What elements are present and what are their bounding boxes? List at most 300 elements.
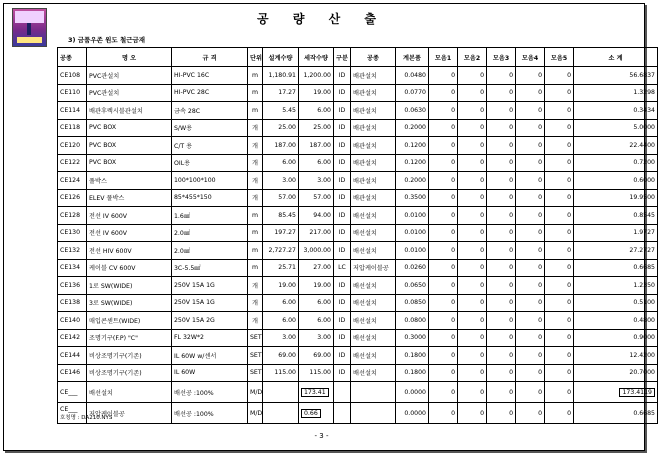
cell-prod: 3.00 bbox=[299, 172, 334, 190]
cell-m4: 0 bbox=[516, 277, 545, 295]
table-row bbox=[58, 277, 658, 295]
column-header: 설계수량 bbox=[263, 48, 299, 67]
cell-m5: 0 bbox=[545, 382, 574, 403]
cell-name: 조명기구(F.P) "C" bbox=[87, 329, 172, 347]
table-row bbox=[58, 154, 658, 172]
cell-m3: 0 bbox=[487, 242, 516, 260]
cell-m5: 0 bbox=[545, 259, 574, 277]
table-row bbox=[58, 259, 658, 277]
cell-total: 12.4200 bbox=[574, 347, 658, 365]
cell-m3: 0 bbox=[487, 277, 516, 295]
cell-m5: 0 bbox=[545, 294, 574, 312]
cell-spec: 250V 15A 2G bbox=[172, 312, 248, 330]
cell-qty: 2,727.27 bbox=[263, 242, 299, 260]
cell-total: 0.7200 bbox=[574, 154, 658, 172]
cell-name: 케이블 CV 600V bbox=[87, 259, 172, 277]
cell-base: 0.2000 bbox=[396, 119, 429, 137]
cell-m1: 0 bbox=[429, 172, 458, 190]
table-row bbox=[58, 347, 658, 365]
table-row bbox=[58, 189, 658, 207]
cell-total: 0.5100 bbox=[574, 294, 658, 312]
cell-m3: 0 bbox=[487, 312, 516, 330]
cell-base: 0.0100 bbox=[396, 224, 429, 242]
cell-m4: 0 bbox=[516, 329, 545, 347]
cell-m5: 0 bbox=[545, 312, 574, 330]
cell-unit: 개 bbox=[248, 294, 263, 312]
cell-base: 0.0630 bbox=[396, 102, 429, 120]
cell-base: 0.2000 bbox=[396, 172, 429, 190]
cell-qty: 57.00 bbox=[263, 189, 299, 207]
cell-prod: 3.00 bbox=[299, 329, 334, 347]
cell-m4: 0 bbox=[516, 172, 545, 190]
cell-name: 1로 SW(WIDE) bbox=[87, 277, 172, 295]
cell-prod: 25.00 bbox=[299, 119, 334, 137]
cell-work: 배관설치 bbox=[351, 102, 396, 120]
cell-m5: 0 bbox=[545, 137, 574, 155]
cell-total bbox=[574, 403, 658, 424]
cell-name: ELEV 풀박스 bbox=[87, 189, 172, 207]
cell-m4: 0 bbox=[516, 189, 545, 207]
cell-m2: 0 bbox=[458, 67, 487, 85]
cell-base: 0.1800 bbox=[396, 347, 429, 365]
cell-qty: 115.00 bbox=[263, 364, 299, 382]
cell-spec: 250V 15A 1G bbox=[172, 294, 248, 312]
cell-name: PVC관설치 bbox=[87, 67, 172, 85]
cell-unit: 개 bbox=[248, 172, 263, 190]
cell-spec: 배선공 :100% bbox=[172, 403, 248, 424]
cell-m1: 0 bbox=[429, 329, 458, 347]
table-row bbox=[58, 119, 658, 137]
cell-code: CE124 bbox=[58, 172, 87, 190]
column-header: 명 오 bbox=[87, 48, 172, 67]
cell-m3: 0 bbox=[487, 347, 516, 365]
cell-total: 0.9000 bbox=[574, 329, 658, 347]
column-header: 규 격 bbox=[172, 48, 248, 67]
cell-work: 배관설치 bbox=[351, 137, 396, 155]
cell-m4: 0 bbox=[516, 382, 545, 403]
cell-qty: 5.45 bbox=[263, 102, 299, 120]
column-header: 계본품 bbox=[396, 48, 429, 67]
column-header: 공종 bbox=[351, 48, 396, 67]
cell-div: ID bbox=[334, 137, 351, 155]
cell-m4: 0 bbox=[516, 347, 545, 365]
summary-code: CE___ bbox=[60, 405, 78, 413]
cell-qty: 6.00 bbox=[263, 294, 299, 312]
cell-name: PVC관설치 bbox=[87, 84, 172, 102]
cell-unit: SET bbox=[248, 347, 263, 365]
cell-m5: 0 bbox=[545, 84, 574, 102]
cell-m4: 0 bbox=[516, 84, 545, 102]
cell-m5: 0 bbox=[545, 347, 574, 365]
cell-qty: 3.00 bbox=[263, 329, 299, 347]
cell-unit: m bbox=[248, 242, 263, 260]
cell-prod: 115.00 bbox=[299, 364, 334, 382]
cell-spec: HI-PVC 28C bbox=[172, 84, 248, 102]
cell-div: ID bbox=[334, 172, 351, 190]
table-row bbox=[58, 137, 658, 155]
cell-work: 배선설치 bbox=[351, 242, 396, 260]
cell-spec: 100*100*100 bbox=[172, 172, 248, 190]
cell-m1: 0 bbox=[429, 154, 458, 172]
cell-value bbox=[299, 382, 334, 403]
cell-m2: 0 bbox=[458, 137, 487, 155]
summary-value: 0.66 bbox=[301, 409, 321, 418]
cell-spec: HI-PVC 16C bbox=[172, 67, 248, 85]
cell-unit: 개 bbox=[248, 154, 263, 172]
cell-total: 0.4800 bbox=[574, 312, 658, 330]
table-row bbox=[58, 312, 658, 330]
cell-div: ID bbox=[334, 312, 351, 330]
cell-name: 전선 HIV 600V bbox=[87, 242, 172, 260]
cell-work: 배선설치 bbox=[351, 224, 396, 242]
cell-value bbox=[299, 403, 334, 424]
cell-code bbox=[58, 382, 87, 403]
cell-m2: 0 bbox=[458, 207, 487, 225]
cell-unit: m bbox=[248, 67, 263, 85]
cell-qty: 25.00 bbox=[263, 119, 299, 137]
cell-m3: 0 bbox=[487, 189, 516, 207]
cell-unit: 개 bbox=[248, 189, 263, 207]
cell-prod: 6.00 bbox=[299, 312, 334, 330]
cell-unit: 개 bbox=[248, 312, 263, 330]
cell-code: CE114 bbox=[58, 102, 87, 120]
column-header: 모음3 bbox=[487, 48, 516, 67]
cell-qty: 3.00 bbox=[263, 172, 299, 190]
cell-base: 0.3500 bbox=[396, 189, 429, 207]
cell-total: 27.2727 bbox=[574, 242, 658, 260]
cell-qty bbox=[263, 382, 299, 403]
cell-name: 풀박스 bbox=[87, 172, 172, 190]
cell-qty: 85.45 bbox=[263, 207, 299, 225]
cell-qty: 69.00 bbox=[263, 347, 299, 365]
cell-m5: 0 bbox=[545, 119, 574, 137]
cell-code: CE140 bbox=[58, 312, 87, 330]
table-row bbox=[58, 207, 658, 225]
cell-div: ID bbox=[334, 294, 351, 312]
cell-prod: 1,200.00 bbox=[299, 67, 334, 85]
cell-prod: 69.00 bbox=[299, 347, 334, 365]
cell-qty: 6.00 bbox=[263, 154, 299, 172]
cell-name: PVC BOX bbox=[87, 119, 172, 137]
table-row bbox=[58, 294, 658, 312]
cell-spec: 250V 15A 1G bbox=[172, 277, 248, 295]
cell-m2: 0 bbox=[458, 347, 487, 365]
cell-total: 0.6000 bbox=[574, 172, 658, 190]
cell-m2: 0 bbox=[458, 364, 487, 382]
cell-div: ID bbox=[334, 364, 351, 382]
cell-m3: 0 bbox=[487, 364, 516, 382]
cell-div: ID bbox=[334, 224, 351, 242]
cell-m2: 0 bbox=[458, 172, 487, 190]
cell-m3: 0 bbox=[487, 119, 516, 137]
cell-name: 배선설치 bbox=[87, 382, 172, 403]
cell-code: CE136 bbox=[58, 277, 87, 295]
cell-m4: 0 bbox=[516, 67, 545, 85]
cell-m4: 0 bbox=[516, 403, 545, 424]
cell-total: 0.8545 bbox=[574, 207, 658, 225]
page-number: - 3 - bbox=[314, 432, 329, 440]
cell-unit: 개 bbox=[248, 277, 263, 295]
cell-total: 19.9500 bbox=[574, 189, 658, 207]
column-header: 모음1 bbox=[429, 48, 458, 67]
cell-div: ID bbox=[334, 67, 351, 85]
cell-m2: 0 bbox=[458, 312, 487, 330]
cell-work: 배관설치 bbox=[351, 172, 396, 190]
cell-work: 배선설치 bbox=[351, 294, 396, 312]
cell-spec: 2.0㎟ bbox=[172, 224, 248, 242]
cell-work: 배관설치 bbox=[351, 189, 396, 207]
cell-code: CE108 bbox=[58, 67, 87, 85]
cell-m2: 0 bbox=[458, 224, 487, 242]
column-header: 구분 bbox=[334, 48, 351, 67]
cell-m3: 0 bbox=[487, 207, 516, 225]
cell-m1: 0 bbox=[429, 102, 458, 120]
cell-m3: 0 bbox=[487, 102, 516, 120]
cell-m5: 0 bbox=[545, 277, 574, 295]
cell-m4: 0 bbox=[516, 259, 545, 277]
cell-unit: 개 bbox=[248, 137, 263, 155]
cell-m4: 0 bbox=[516, 312, 545, 330]
cell-div bbox=[334, 403, 351, 424]
cell-m1: 0 bbox=[429, 242, 458, 260]
cell-spec: OIL용 bbox=[172, 154, 248, 172]
cell-total: 22.4400 bbox=[574, 137, 658, 155]
cell-m4: 0 bbox=[516, 224, 545, 242]
cell-spec: 금속 28C bbox=[172, 102, 248, 120]
cell-m5: 0 bbox=[545, 364, 574, 382]
cell-m4: 0 bbox=[516, 207, 545, 225]
cell-work: 배관설치 bbox=[351, 84, 396, 102]
cell-prod: 217.00 bbox=[299, 224, 334, 242]
cell-m1: 0 bbox=[429, 137, 458, 155]
cell-total: 1.3298 bbox=[574, 84, 658, 102]
cell-base: 0.0000 bbox=[396, 382, 429, 403]
cell-work: 배선설치 bbox=[351, 364, 396, 382]
section-label: 3) 금품우존 원도 철근금재 bbox=[68, 36, 146, 44]
cell-qty: 187.00 bbox=[263, 137, 299, 155]
cell-m4: 0 bbox=[516, 137, 545, 155]
cell-unit: m bbox=[248, 224, 263, 242]
cell-m1: 0 bbox=[429, 189, 458, 207]
column-header: 세작수량 bbox=[299, 48, 334, 67]
cell-div: ID bbox=[334, 329, 351, 347]
cell-base: 0.0480 bbox=[396, 67, 429, 85]
summary-row bbox=[58, 403, 658, 424]
cell-m2: 0 bbox=[458, 154, 487, 172]
cell-prod: 19.00 bbox=[299, 277, 334, 295]
cell-m5: 0 bbox=[545, 224, 574, 242]
cell-code: CE142 bbox=[58, 329, 87, 347]
cell-qty: 25.71 bbox=[263, 259, 299, 277]
cell-m1: 0 bbox=[429, 294, 458, 312]
cell-spec: IL 60W w/센서 bbox=[172, 347, 248, 365]
cell-m1: 0 bbox=[429, 364, 458, 382]
cell-spec: IL 60W bbox=[172, 364, 248, 382]
summary-total: 173.4119 bbox=[619, 388, 655, 397]
cell-code: CE134 bbox=[58, 259, 87, 277]
cell-m1: 0 bbox=[429, 207, 458, 225]
cell-code: CE132 bbox=[58, 242, 87, 260]
cell-work: 배선설치 bbox=[351, 329, 396, 347]
cell-base: 0.3000 bbox=[396, 329, 429, 347]
cell-m5: 0 bbox=[545, 403, 574, 424]
cell-m5: 0 bbox=[545, 189, 574, 207]
table-row bbox=[58, 329, 658, 347]
cell-m2: 0 bbox=[458, 119, 487, 137]
cell-m1: 0 bbox=[429, 67, 458, 85]
cell-qty: 1,180.91 bbox=[263, 67, 299, 85]
cell-base: 0.0850 bbox=[396, 294, 429, 312]
cell-m1: 0 bbox=[429, 347, 458, 365]
cell-div: LC bbox=[334, 259, 351, 277]
cell-prod: 6.00 bbox=[299, 102, 334, 120]
column-header: 단위 bbox=[248, 48, 263, 67]
cell-m3: 0 bbox=[487, 84, 516, 102]
cell-base: 0.0000 bbox=[396, 403, 429, 424]
cell-code: CE122 bbox=[58, 154, 87, 172]
column-header: 모음2 bbox=[458, 48, 487, 67]
table-row bbox=[58, 242, 658, 260]
cell-div: ID bbox=[334, 189, 351, 207]
cell-code: CE110 bbox=[58, 84, 87, 102]
cell-div: ID bbox=[334, 102, 351, 120]
cell-div: ID bbox=[334, 242, 351, 260]
cell-base: 0.1800 bbox=[396, 364, 429, 382]
cell-m4: 0 bbox=[516, 154, 545, 172]
summary-code: CE___ bbox=[60, 388, 78, 396]
cell-base: 0.1200 bbox=[396, 137, 429, 155]
cell-base: 0.1200 bbox=[396, 154, 429, 172]
cell-m1: 0 bbox=[429, 382, 458, 403]
cell-div: ID bbox=[334, 84, 351, 102]
cell-m3: 0 bbox=[487, 224, 516, 242]
cell-work: 배관설치 bbox=[351, 67, 396, 85]
cell-total bbox=[574, 382, 658, 403]
summary-row bbox=[58, 382, 658, 403]
cell-work: 배선설치 bbox=[351, 207, 396, 225]
cell-m5: 0 bbox=[545, 172, 574, 190]
cell-spec: S/W용 bbox=[172, 119, 248, 137]
cell-m3: 0 bbox=[487, 259, 516, 277]
cell-name: 저압케이블공 bbox=[87, 403, 172, 424]
cell-m3: 0 bbox=[487, 172, 516, 190]
cell-name: PVC BOX bbox=[87, 154, 172, 172]
cell-m1: 0 bbox=[429, 403, 458, 424]
cell-name: 전선 IV 600V bbox=[87, 207, 172, 225]
cell-unit: m bbox=[248, 207, 263, 225]
table-row bbox=[58, 67, 658, 85]
cell-name: 매입콘센트(WIDE) bbox=[87, 312, 172, 330]
cell-div: ID bbox=[334, 347, 351, 365]
cell-work: 배선설치 bbox=[351, 277, 396, 295]
cell-work: 배관설치 bbox=[351, 119, 396, 137]
cell-code: CE130 bbox=[58, 224, 87, 242]
cell-m2: 0 bbox=[458, 259, 487, 277]
cell-name: PVC BOX bbox=[87, 137, 172, 155]
cell-m5: 0 bbox=[545, 207, 574, 225]
cell-unit: SET bbox=[248, 329, 263, 347]
table-row bbox=[58, 172, 658, 190]
cell-total: 1.2350 bbox=[574, 277, 658, 295]
cell-m2: 0 bbox=[458, 382, 487, 403]
cell-base: 0.0770 bbox=[396, 84, 429, 102]
cell-unit: M/D bbox=[248, 403, 263, 424]
cell-div: ID bbox=[334, 207, 351, 225]
cell-total: 0.3434 bbox=[574, 102, 658, 120]
cell-m4: 0 bbox=[516, 102, 545, 120]
column-header: 공종 bbox=[58, 48, 87, 67]
table-row bbox=[58, 364, 658, 382]
cell-work bbox=[351, 403, 396, 424]
cell-m2: 0 bbox=[458, 102, 487, 120]
cell-spec: 2.0㎟ bbox=[172, 242, 248, 260]
cell-unit: 개 bbox=[248, 119, 263, 137]
cell-name: 배관후렉시블관설치 bbox=[87, 102, 172, 120]
cell-spec: C/T 용 bbox=[172, 137, 248, 155]
cell-m5: 0 bbox=[545, 154, 574, 172]
cell-code: CE144 bbox=[58, 347, 87, 365]
cell-work: 배관설치 bbox=[351, 154, 396, 172]
cell-prod: 6.00 bbox=[299, 154, 334, 172]
cell-qty: 19.00 bbox=[263, 277, 299, 295]
cell-div bbox=[334, 382, 351, 403]
cell-base: 0.0100 bbox=[396, 242, 429, 260]
cell-name: 비상조명기구(기존) bbox=[87, 347, 172, 365]
cell-code: CE146 bbox=[58, 364, 87, 382]
cell-total: 0.6685 bbox=[574, 259, 658, 277]
cell-m3: 0 bbox=[487, 154, 516, 172]
cell-m3: 0 bbox=[487, 67, 516, 85]
cell-m1: 0 bbox=[429, 84, 458, 102]
cell-unit: m bbox=[248, 259, 263, 277]
cell-name: 3로 SW(WIDE) bbox=[87, 294, 172, 312]
cell-total: 5.0000 bbox=[574, 119, 658, 137]
cell-m1: 0 bbox=[429, 119, 458, 137]
cell-prod: 19.00 bbox=[299, 84, 334, 102]
cell-total: 1.9727 bbox=[574, 224, 658, 242]
cell-prod: 187.00 bbox=[299, 137, 334, 155]
cell-work: 저압케이블공 bbox=[351, 259, 396, 277]
cell-m3: 0 bbox=[487, 294, 516, 312]
cell-code: CE126 bbox=[58, 189, 87, 207]
cell-m2: 0 bbox=[458, 277, 487, 295]
cell-m1: 0 bbox=[429, 259, 458, 277]
cell-m4: 0 bbox=[516, 294, 545, 312]
cell-m3: 0 bbox=[487, 403, 516, 424]
cell-m3: 0 bbox=[487, 137, 516, 155]
cell-spec: 1.6㎟ bbox=[172, 207, 248, 225]
cell-total: 20.7000 bbox=[574, 364, 658, 382]
cell-prod: 3,000.00 bbox=[299, 242, 334, 260]
table-row bbox=[58, 224, 658, 242]
page-title: 공 량 산 출 bbox=[257, 12, 386, 26]
cell-unit: M/D bbox=[248, 382, 263, 403]
cell-m2: 0 bbox=[458, 294, 487, 312]
cell-work: 배선설치 bbox=[351, 347, 396, 365]
cell-m1: 0 bbox=[429, 224, 458, 242]
cell-code: CE138 bbox=[58, 294, 87, 312]
cell-m2: 0 bbox=[458, 242, 487, 260]
cell-unit: SET bbox=[248, 364, 263, 382]
quantity-table bbox=[57, 47, 658, 424]
column-header: 소 계 bbox=[574, 48, 658, 67]
column-header: 모음4 bbox=[516, 48, 545, 67]
summary-total: 0.6685 bbox=[633, 409, 655, 417]
cell-base: 0.0260 bbox=[396, 259, 429, 277]
cell-m5: 0 bbox=[545, 242, 574, 260]
cell-qty: 6.00 bbox=[263, 312, 299, 330]
cell-spec: 85*455*150 bbox=[172, 189, 248, 207]
